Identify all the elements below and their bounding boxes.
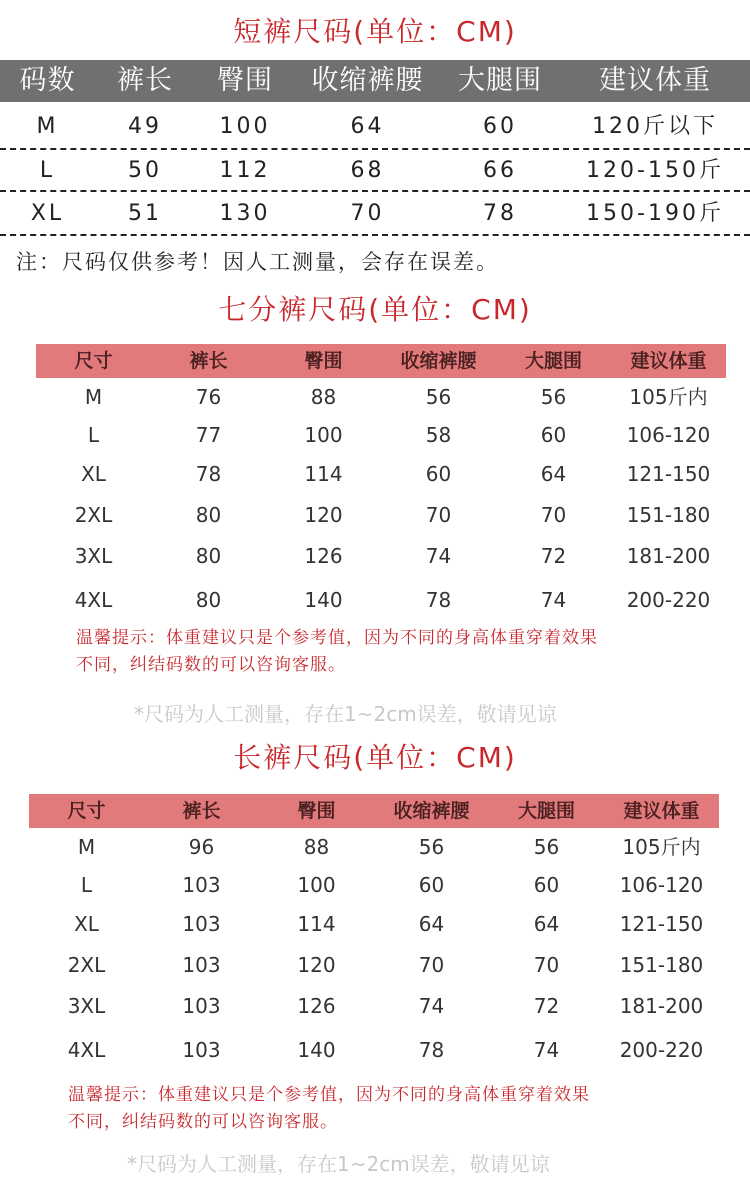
table-cell: 56 xyxy=(540,385,567,409)
shorts-title: 短裤尺码(单位：CM) xyxy=(233,15,517,48)
table-cell: 77 xyxy=(195,423,222,447)
table-cell: 64 xyxy=(540,462,567,486)
table-cell: 58 xyxy=(425,423,452,447)
capri-tip-line2: 不同，纠结码数的可以咨询客服。 xyxy=(76,655,346,675)
table-cell: 60 xyxy=(483,114,517,139)
table-cell: 114 xyxy=(297,912,336,936)
table-cell: 56 xyxy=(418,835,445,859)
trousers-tip-line1: 温馨提示：体重建议只是个参考值，因为不同的身高体重穿着效果 xyxy=(68,1085,590,1105)
table-row xyxy=(29,986,719,1026)
shorts-header-weight: 建议体重 xyxy=(599,65,711,96)
table-cell: 114 xyxy=(304,462,343,486)
shorts-row-l xyxy=(0,150,750,192)
table-cell: 105斤内 xyxy=(622,835,701,859)
table-cell: XL xyxy=(74,912,99,936)
table-cell: 78 xyxy=(425,588,452,612)
table-cell: 70 xyxy=(540,503,567,527)
capri-header-waist: 收缩裤腰 xyxy=(400,350,477,372)
table-cell: 2XL xyxy=(67,953,106,977)
table-cell: 60 xyxy=(533,873,560,897)
table-cell: 64 xyxy=(533,912,560,936)
table-cell: 200-220 xyxy=(619,1038,704,1062)
table-row xyxy=(36,495,726,535)
table-cell: 74 xyxy=(418,994,445,1018)
capri-tip xyxy=(76,625,598,679)
shorts-note: 注：尺码仅供参考！因人工测量，会存在误差。 xyxy=(16,250,499,274)
table-cell: 74 xyxy=(425,544,452,568)
table-cell: M xyxy=(84,385,103,409)
table-cell: 126 xyxy=(297,994,336,1018)
table-cell: 120-150斤 xyxy=(586,158,724,183)
shorts-row-xl xyxy=(0,193,750,235)
table-row xyxy=(29,1030,719,1070)
table-cell: 60 xyxy=(540,423,567,447)
table-cell: 181-200 xyxy=(626,544,711,568)
table-cell: 70 xyxy=(533,953,560,977)
capri-header-thigh: 大腿围 xyxy=(524,350,582,372)
table-cell: 80 xyxy=(195,544,222,568)
table-cell: 130 xyxy=(219,201,271,226)
table-cell: 56 xyxy=(533,835,560,859)
table-cell: 80 xyxy=(195,503,222,527)
table-cell: 68 xyxy=(350,158,385,183)
capri-disclaimer: *尺码为人工测量，存在1~2cm误差，敬请见谅 xyxy=(134,702,557,726)
table-row xyxy=(29,904,719,944)
table-cell: 56 xyxy=(425,385,452,409)
table-cell: L xyxy=(39,158,56,183)
table-cell: 106-120 xyxy=(619,873,704,897)
table-cell: 96 xyxy=(188,835,215,859)
table-cell: XL xyxy=(81,462,106,486)
table-cell: 100 xyxy=(219,114,271,139)
table-cell: 103 xyxy=(182,1038,221,1062)
trousers-disclaimer: *尺码为人工测量，存在1~2cm误差，敬请见谅 xyxy=(127,1152,550,1176)
trousers-header-waist: 收缩裤腰 xyxy=(393,800,470,822)
table-cell: 120 xyxy=(297,953,336,977)
trousers-tip xyxy=(68,1082,590,1136)
table-cell: 76 xyxy=(195,385,222,409)
table-cell: 70 xyxy=(425,503,452,527)
table-cell: XL xyxy=(30,201,65,226)
table-cell: 78 xyxy=(195,462,222,486)
table-cell: 72 xyxy=(540,544,567,568)
table-cell: 70 xyxy=(418,953,445,977)
table-cell: 60 xyxy=(425,462,452,486)
trousers-header-hip: 臀围 xyxy=(297,800,336,822)
table-row xyxy=(29,865,719,905)
capri-header-weight: 建议体重 xyxy=(630,350,707,372)
table-cell: L xyxy=(80,873,93,897)
table-cell: 151-180 xyxy=(619,953,704,977)
shorts-header-size: 码数 xyxy=(19,65,76,96)
table-cell: 70 xyxy=(350,201,385,226)
dashed-divider xyxy=(0,190,750,192)
table-cell: 4XL xyxy=(67,1038,106,1062)
table-cell: 50 xyxy=(128,158,162,183)
table-cell: L xyxy=(87,423,100,447)
table-cell: 72 xyxy=(533,994,560,1018)
table-cell: 103 xyxy=(182,994,221,1018)
table-row xyxy=(36,454,726,494)
trousers-table-header xyxy=(29,794,719,828)
trousers-header-weight: 建议体重 xyxy=(623,800,700,822)
table-row xyxy=(36,377,726,417)
table-cell: 78 xyxy=(418,1038,445,1062)
table-cell: 80 xyxy=(195,588,222,612)
shorts-header-length: 裤长 xyxy=(117,65,173,96)
table-cell: 66 xyxy=(483,158,517,183)
table-cell: 106-120 xyxy=(626,423,711,447)
table-row xyxy=(36,536,726,576)
shorts-row-m xyxy=(0,106,750,148)
table-cell: 103 xyxy=(182,912,221,936)
table-row xyxy=(29,827,719,867)
table-cell: 112 xyxy=(219,158,271,183)
capri-title: 七分裤尺码(单位：CM) xyxy=(218,293,532,326)
table-cell: 64 xyxy=(350,114,385,139)
table-cell: 151-180 xyxy=(626,503,711,527)
table-cell: 140 xyxy=(304,588,343,612)
table-cell: 181-200 xyxy=(619,994,704,1018)
table-cell: 126 xyxy=(304,544,343,568)
table-cell: 88 xyxy=(303,835,330,859)
table-cell: 4XL xyxy=(74,588,113,612)
table-cell: M xyxy=(77,835,96,859)
table-cell: M xyxy=(36,114,59,139)
capri-header-hip: 臀围 xyxy=(304,350,343,372)
table-cell: 3XL xyxy=(74,544,113,568)
table-cell: 100 xyxy=(297,873,336,897)
table-cell: 103 xyxy=(182,873,221,897)
capri-tip-line1: 温馨提示：体重建议只是个参考值，因为不同的身高体重穿着效果 xyxy=(76,628,598,648)
trousers-title: 长裤尺码(单位：CM) xyxy=(233,741,517,774)
table-cell: 2XL xyxy=(74,503,113,527)
table-cell: 49 xyxy=(128,114,162,139)
table-cell: 150-190斤 xyxy=(586,201,724,226)
shorts-table-header xyxy=(0,60,750,102)
shorts-header-hip: 臀围 xyxy=(217,65,273,96)
table-cell: 51 xyxy=(128,201,162,226)
table-cell: 121-150 xyxy=(619,912,704,936)
table-cell: 100 xyxy=(304,423,343,447)
shorts-header-waist: 收缩裤腰 xyxy=(311,65,424,96)
table-cell: 120 xyxy=(304,503,343,527)
capri-header-length: 裤长 xyxy=(189,350,228,372)
table-cell: 200-220 xyxy=(626,588,711,612)
trousers-header-length: 裤长 xyxy=(182,800,221,822)
trousers-header-size: 尺寸 xyxy=(67,800,106,822)
table-cell: 64 xyxy=(418,912,445,936)
table-cell: 74 xyxy=(533,1038,560,1062)
table-row xyxy=(36,580,726,620)
trousers-tip-line2: 不同，纠结码数的可以咨询客服。 xyxy=(68,1112,338,1132)
capri-header-size: 尺寸 xyxy=(74,350,113,372)
table-row xyxy=(29,945,719,985)
shorts-header-thigh: 大腿围 xyxy=(458,65,542,96)
dashed-divider xyxy=(0,234,750,236)
table-cell: 78 xyxy=(483,201,517,226)
table-cell: 3XL xyxy=(67,994,106,1018)
table-cell: 74 xyxy=(540,588,567,612)
table-cell: 140 xyxy=(297,1038,336,1062)
capri-table-header xyxy=(36,344,726,378)
table-cell: 103 xyxy=(182,953,221,977)
table-cell: 60 xyxy=(418,873,445,897)
table-cell: 120斤以下 xyxy=(592,114,718,139)
table-cell: 105斤内 xyxy=(629,385,708,409)
table-row xyxy=(36,415,726,455)
table-cell: 121-150 xyxy=(626,462,711,486)
trousers-header-thigh: 大腿围 xyxy=(517,800,575,822)
table-cell: 88 xyxy=(310,385,337,409)
